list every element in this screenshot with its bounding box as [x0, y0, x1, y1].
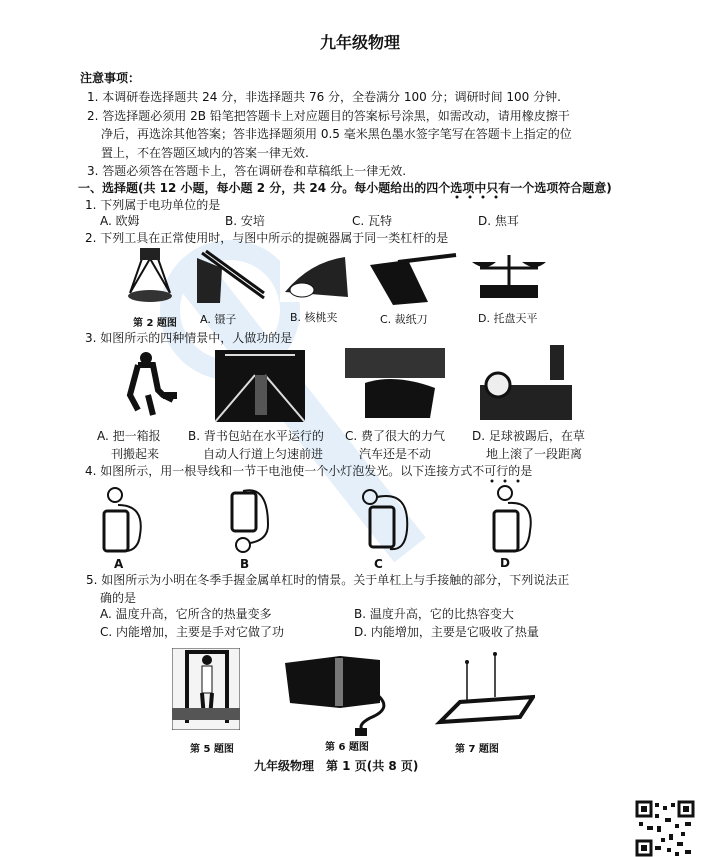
option: 汽车还是不动 [359, 447, 432, 461]
circuit-c-image [362, 485, 412, 555]
option-label: B [240, 557, 250, 571]
question-2: 2. 下列工具在正常使用时，与图中所示的提碗器属于同一类杠杆的是 [85, 231, 449, 245]
moving-walkway-image [215, 350, 305, 422]
option: 地上滚了一段距离 [486, 447, 583, 461]
notice-item: 1. 本调研卷选择题共 24 分，非选择题共 76 分，全卷满分 100 分；调研时间 100 分钟. [87, 90, 561, 104]
balance-scale-image [470, 250, 548, 300]
option: B. 核桃夹 [290, 311, 338, 324]
option: B. 安培 [225, 214, 265, 228]
option: D. 焦耳 [478, 214, 519, 228]
pushing-car-image [345, 348, 445, 418]
question-5-cont: 确的是 [100, 591, 137, 605]
notice-heading: 注意事项： [80, 71, 141, 85]
notice-item: 3. 答题必须答在答题卡上，答在调研卷和草稿纸上一律无效. [87, 164, 407, 178]
oven-image [280, 648, 390, 736]
qr-code [635, 800, 695, 857]
paper-cutter-image [368, 250, 458, 305]
option: A. 把一箱报 [97, 429, 161, 443]
option-label: C [374, 557, 383, 571]
notice-item: 净后，再选涂其他答案；答非选择题须用 0.5 毫米黑色墨水签字笔写在答题卡上指定的位 [101, 127, 572, 141]
question-3: 3. 如图所示的四种情景中，人做功的是 [85, 331, 293, 345]
ceiling-lamp-image [435, 652, 535, 727]
figure-caption: 第 2 题图 [133, 318, 177, 329]
option: D. 内能增加，主要是它吸收了热量 [354, 625, 539, 639]
circuit-a-image [100, 485, 145, 555]
option-label: D [500, 556, 510, 570]
question-4: 4. 如图所示，用一根导线和一节干电池使一个小灯泡发光。以下连接方式不可行的是 [85, 464, 533, 478]
option: C. 瓦特 [352, 214, 393, 228]
option: A. 温度升高，它所含的热量变多 [100, 607, 272, 621]
notice-item: 2. 答选择题必须用 2B 铅笔把答题卡上对应题目的答案标号涂黑，如需改动，请用橡皮擦干 [87, 109, 570, 123]
option: C. 内能增加，主要是手对它做了功 [100, 625, 285, 639]
option: D. 托盘天平 [478, 312, 538, 325]
emphasis-dots [490, 479, 526, 483]
bowl-lifter-image [125, 248, 175, 306]
option: C. 费了很大的力气 [345, 429, 446, 443]
figure-caption: 第 5 题图 [190, 744, 234, 755]
horizontal-bar-image [172, 648, 240, 730]
tweezers-image [192, 248, 267, 306]
page-footer: 九年级物理 第 1 页(共 8 页) [254, 759, 419, 773]
option: B. 背书包站在水平运行的 [188, 429, 324, 443]
nutcracker-image [280, 252, 350, 302]
page-title: 九年级物理 [319, 33, 400, 52]
option: D. 足球被踢后，在草 [472, 429, 585, 443]
question-5: 5. 如图所示为小明在冬季手握金属单杠时的情景。关于单杠上与手接触的部分，下列说法正 [86, 573, 570, 587]
option: C. 裁纸刀 [380, 313, 428, 326]
circuit-b-image [228, 485, 273, 555]
option-label: A [114, 557, 124, 571]
emphasis-dots [455, 195, 505, 199]
circuit-d-image [490, 485, 535, 555]
option: A. 镊子 [200, 313, 237, 326]
lifting-box-image [118, 350, 178, 420]
figure-caption: 第 6 题图 [325, 742, 369, 753]
notice-item: 置上，不在答题区域内的答案一律无效. [101, 146, 309, 160]
question-1: 1. 下列属于电功单位的是 [85, 198, 221, 212]
section-heading: 一、选择题(共 12 小题，每小题 2 分，共 24 分。每小题给出的四个选项中只有一个选项符合题意) [78, 181, 612, 195]
option: 刊搬起来 [111, 447, 160, 461]
soccer-ball-image [478, 345, 573, 420]
option: A. 欧姆 [100, 214, 140, 228]
option: B. 温度升高，它的比热容变大 [354, 607, 514, 621]
option: 自动人行道上匀速前进 [203, 447, 324, 461]
figure-caption: 第 7 题图 [455, 744, 499, 755]
